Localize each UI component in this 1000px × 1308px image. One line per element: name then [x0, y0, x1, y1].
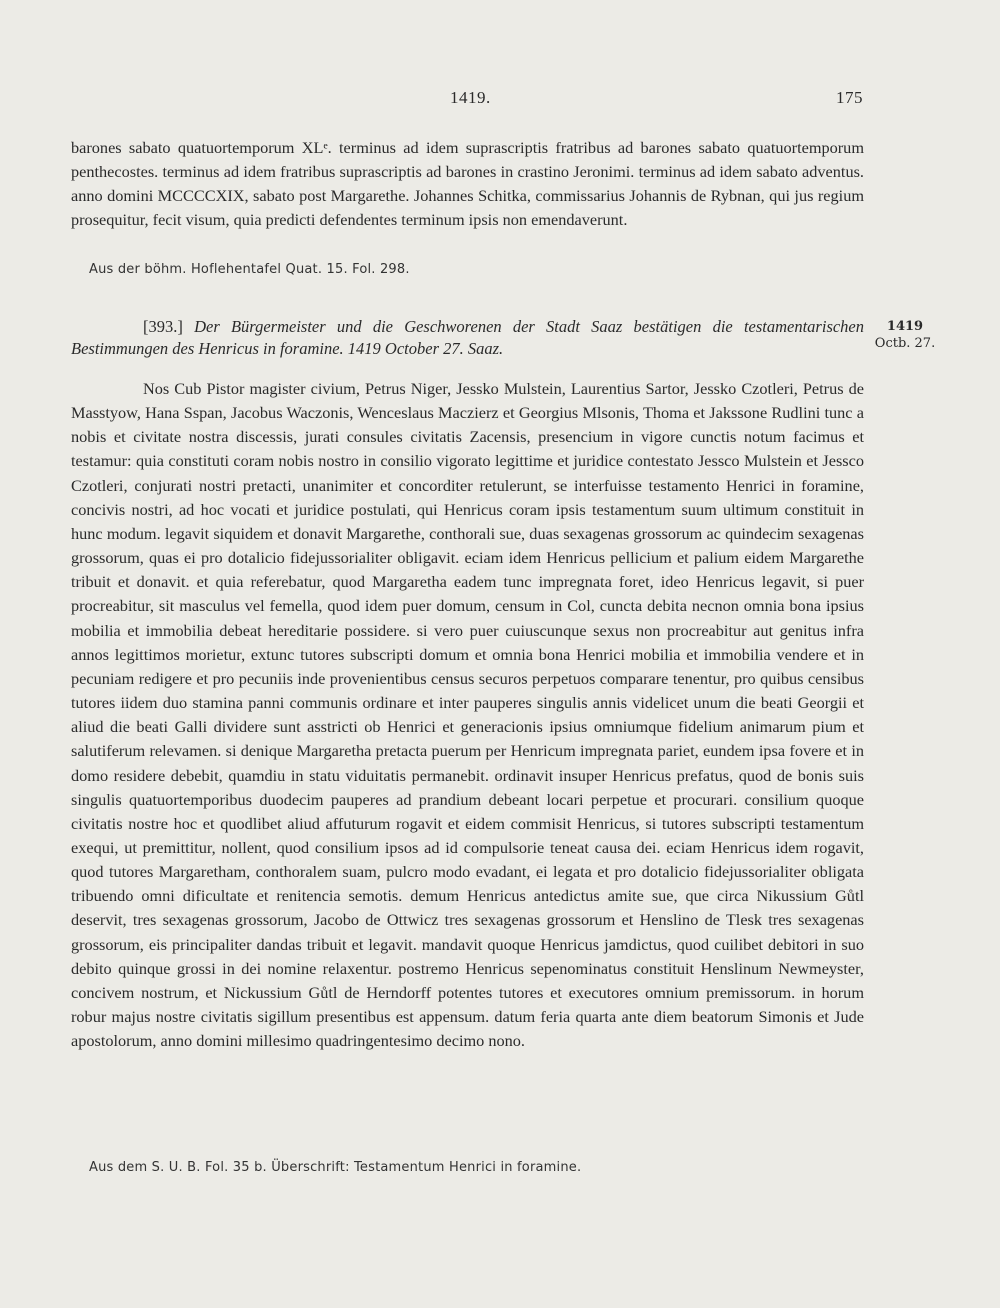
running-head-year: 1419. [450, 88, 491, 107]
preceding-source-note: Aus der böhm. Hoflehentafel Quat. 15. Fol. 298. [89, 262, 410, 277]
document-heading-text: Der Bürgermeister und die Geschworenen der Stadt Saaz bestätigen die testamentarischen Bestimmungen des Henricus in foramine. 1419 October 27. Saaz. [71, 317, 865, 358]
document-number: [393.] [143, 317, 183, 336]
margin-date: Octb. 27. [874, 336, 936, 351]
document-body-block [71, 377, 864, 1053]
preceding-text-block [71, 136, 864, 233]
preceding-paragraph: barones sabato quatuortemporum XLᵉ. terminus ad idem suprascriptis fratribus ad barones sabato quatuortemporum penthecostes. terminus ad idem fratribus suprascriptis ad barones in crastino Jeronimi. terminus ad idem sabato adventus. anno domini MCCCCXIX, sabato post Margarethe. Johannes Schitka, commissarius Johannis de Rybnan, qui jus regium prosequitur, fecit visum, quia predicti defendentes terminum ipsis non emendaverunt. [71, 138, 864, 230]
document-source-note: Aus dem S. U. B. Fol. 35 b. Überschrift: Testamentum Henrici in foramine. [89, 1160, 582, 1175]
page-number: 175 [836, 88, 863, 107]
margin-date-note [870, 318, 940, 352]
margin-year: 1419 [886, 319, 924, 334]
document-heading [71, 316, 864, 360]
document-body-paragraph: Nos Cub Pistor magister civium, Petrus Niger, Jessko Mulstein, Laurentius Sartor, Jessko Czotleri, Petrus de Masstyow, Hana Sspan, Jacobus Waczonis, Wenceslaus Maczierz et Georgius Mlsonis, Thoma et Jakssone Rudlini tunc a nobis et civitate nostra discessis, jurati consules civitatis Zacensis, presencium in vigore cunctis notum facimus et testamur: quia constituti coram nobis nostro in consilio vigorato legittime et juridice contestato Jessco Mulstein et Jessco Czotleri, conjurati nostri pretacti, unanimiter et concorditer retulerunt, se interfuisse testamento Henrici in foramine, concivis nostri, ad hoc vocati et juridice postulati, qui Henricus coram ipsis testamentum suum ultimum constituit in hunc modum. legavit siquidem et donavit Margarethe, conthorali sue, duas sexagenas grossorum ac quindecim sexagenas grossorum, quas ei pro dotalicio fidejussorialiter obligavit. eciam idem Henricus pellicium et palium eidem Margarethe tribuit et donavit. et quia referebatur, quod Margaretha eadem tunc impregnata foret, ideo Henricus legavit, si puer procreabitur, sit masculus vel femella, quod idem puer domum, censum in Col, cuncta debita necnon omnia bona ipsius mobilia et immobilia debeat hereditarie possidere. si vero puer cuiuscunque sexus non procreabitur aut genitus infra annos legittimos morietur, extunc tutores subscripti domum et omnia bona Henrici mobilia et immobilia vendere et in pecuniam redigere et pro pecuniis inde provenientibus census securos perpetuos comparare tenentur, pro quibus censibus tutores iidem duo stamina panni communis ordinare et inter pauperes singulis annis videlicet unum die beati Georgii et aliud die beati Galli dividere sunt asstricti ob Henrici et generacionis ipsius omniumque fidelium animarum pium et salutiferum relevamen. si denique Margaretha pretacta puerum per Henricum impregnata pariet, eundem ipsa fovere et in domo residere debebit, quamdiu in statu viduitatis permanebit. ordinavit insuper Henricus prefatus, quod de bonis suis singulis quatuortemporibus duodecim pauperes ad prandium debeant locari perpetue et procurari. consilium quoque civitatis nostre hoc et quodlibet aliud affuturum rogavit et eidem commisit Henricus, si tutores subscripti testamentum exequi, ut premittitur, nollent, quod consilium ipsos ad id compulsorie teneat causa dei. eciam Henricus idem rogavit, quod tutores Margaretham, conthoralem suam, pulcro modo evadant, ei legata et pro dotalicio fidejussorialiter obligata tribuendo omni dificultate et renitencia semotis. demum Henricus antedictus amite sue, que circa Nikussium Gůtl deservit, tres sexagenas grossorum, Jacobo de Ottwicz tres sexagenas grossorum et Henslino de Tlesk tres sexagenas grossorum, eis principaliter dandas tribuit et legavit. mandavit quoque Henricus jamdictus, quod cuilibet debitori in suo debito quinque grossi in dei nomine relaxentur. postremo Henricus sepenominatus constituit Henslinum Newmeyster, concivem nostrum, et Nickussium Gůtl de Herndorff potentes tutores et executores omnium premissorum. in horum robur majus nostre civitatis sigillum presentibus est appensum. datum feria quarta ante diem beatorum Simonis et Jude apostolorum, anno domini millesimo quadringentesimo decimo nono. [71, 379, 864, 1051]
